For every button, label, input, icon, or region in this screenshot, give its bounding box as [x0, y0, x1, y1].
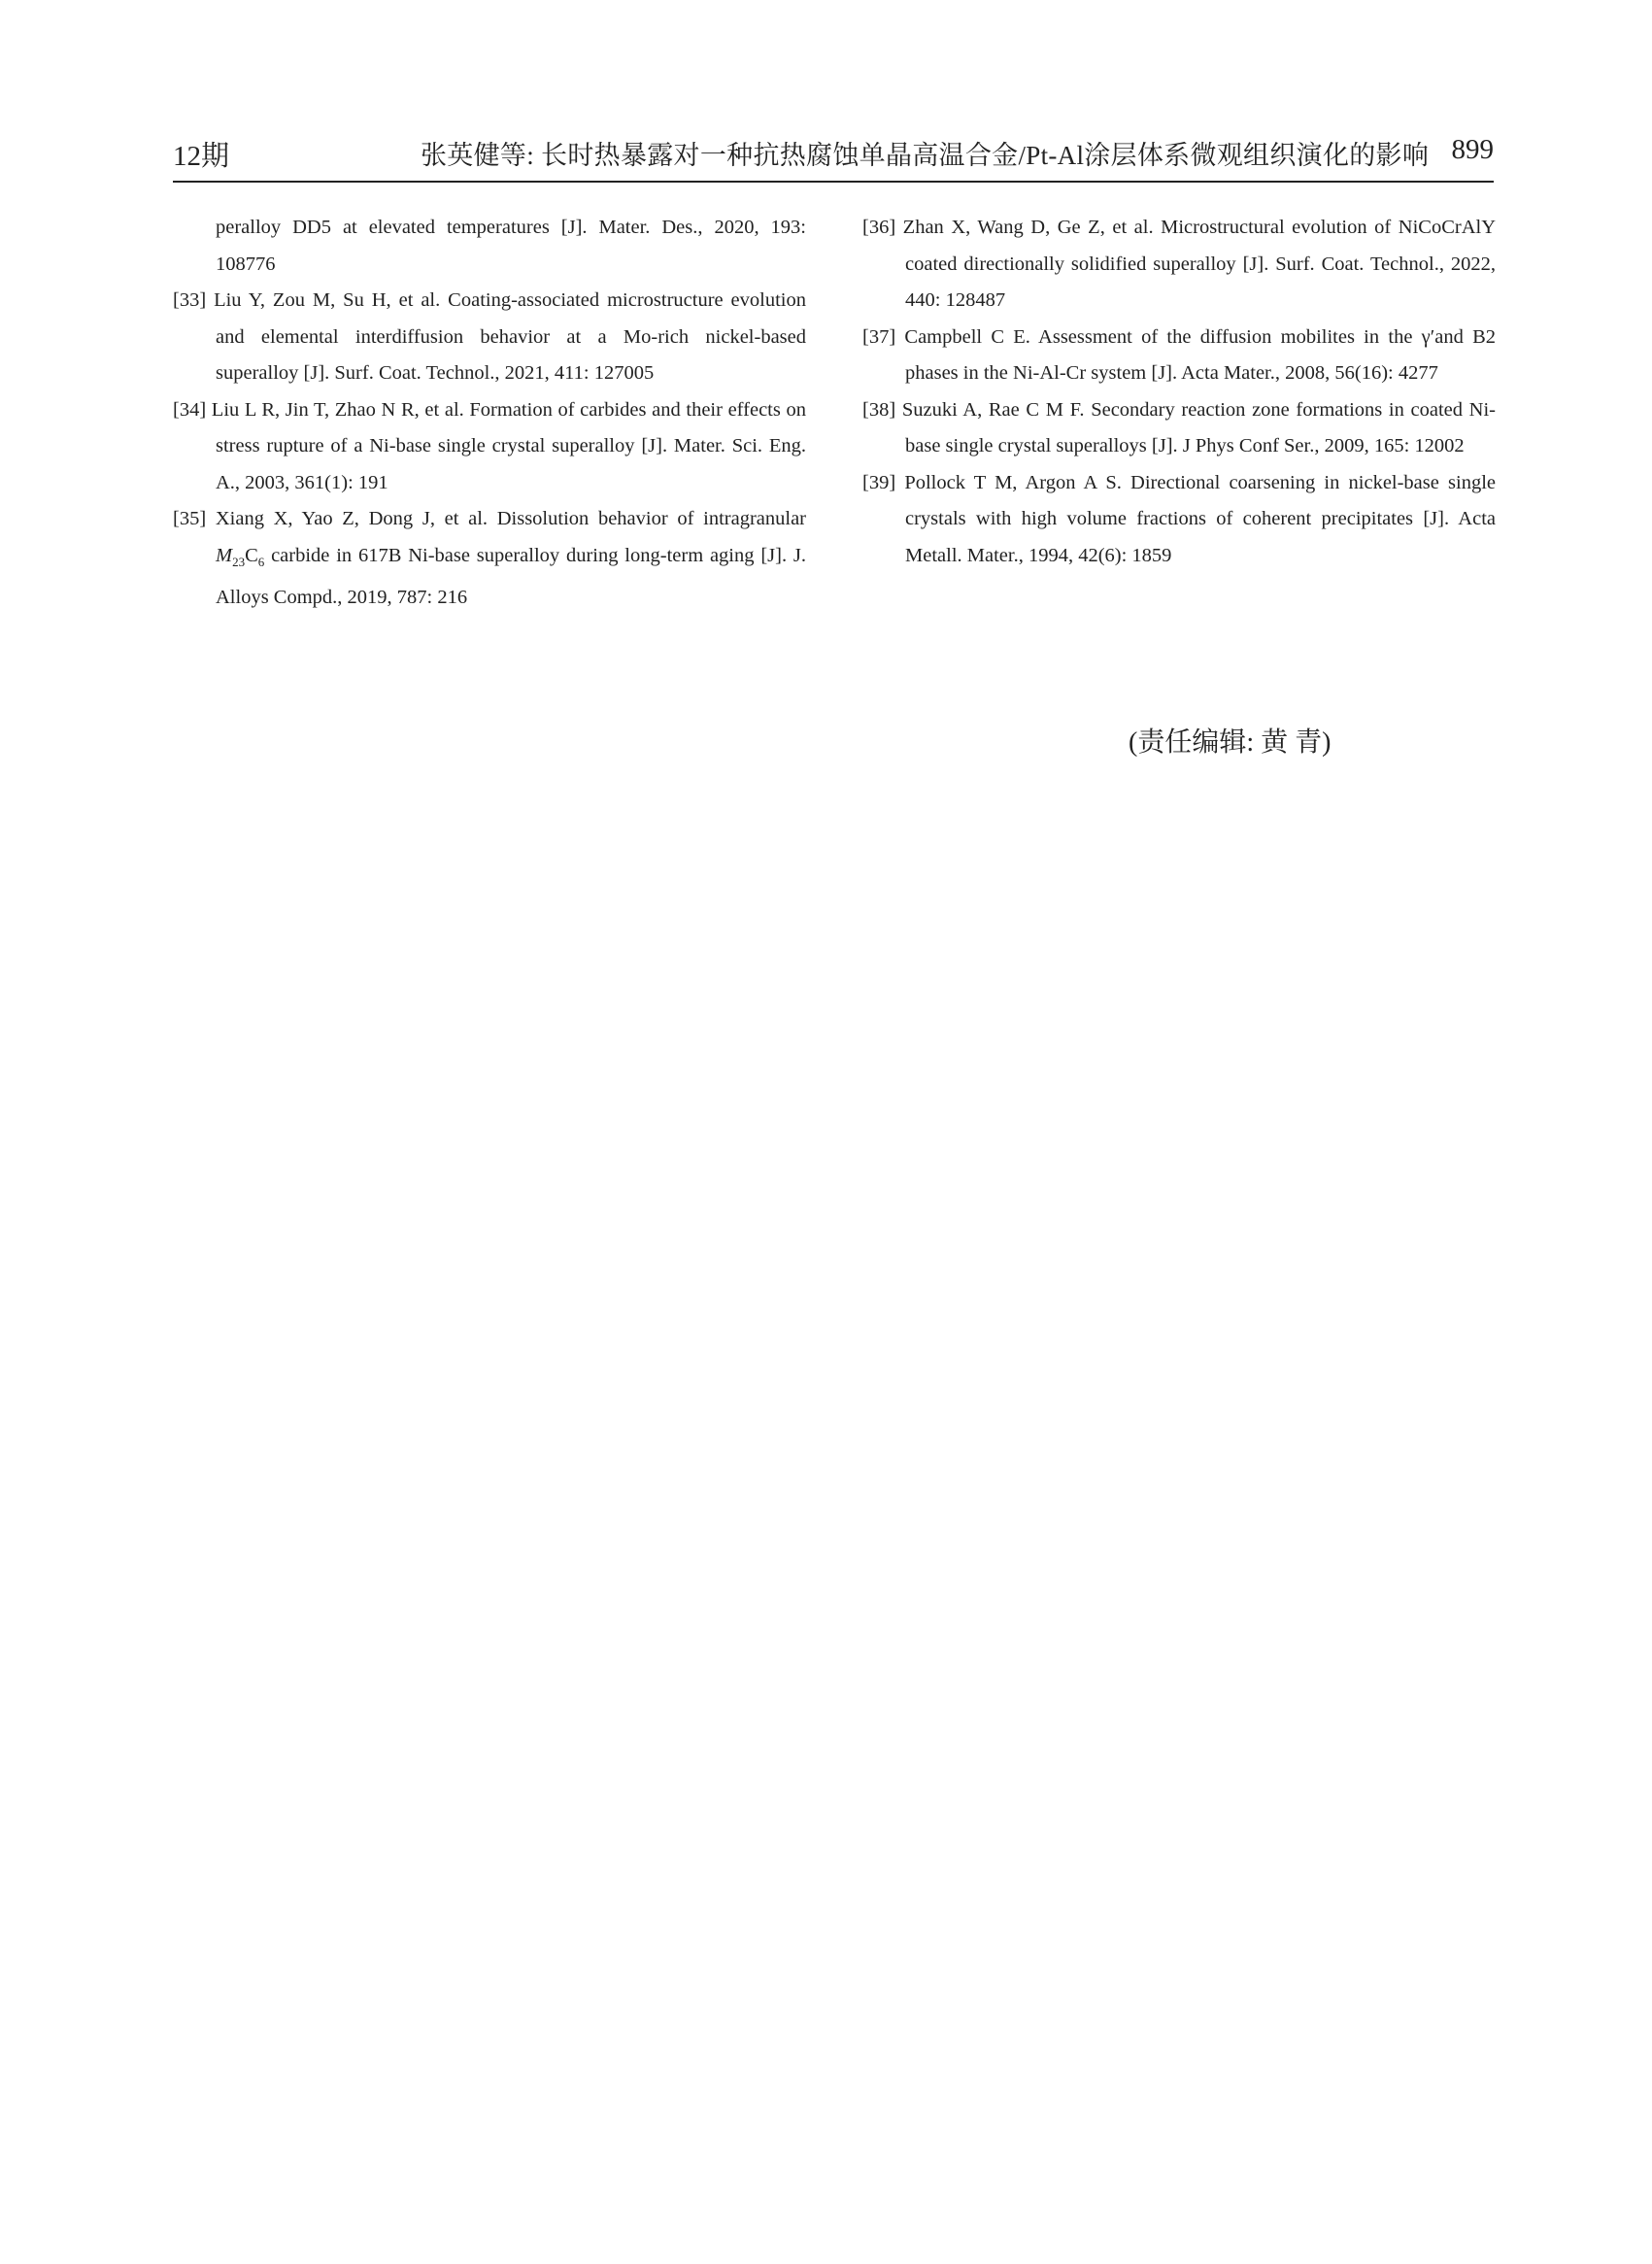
- reference-38: [38] Suzuki A, Rae C M F. Secondary reaction zone formations in coated Ni-base single crystal superalloys [J]. J Phys Conf Ser., 2009, 165: 12002: [862, 398, 1496, 456]
- reference-35-text-a: [35] Xiang X, Yao Z, Dong J, et al. Dissolution behavior of intragranular: [173, 508, 806, 529]
- reference-35-text-b: carbide in 617B Ni-base superalloy during long-term aging [J]. J. Alloys Compd., 2019, 787: 216: [216, 544, 806, 609]
- running-title: 张英健等: 长时热暴露对一种抗热腐蚀单晶高温合金/Pt-Al涂层体系微观组织演化的影响: [421, 141, 1430, 170]
- reference-continuation: peralloy DD5 at elevated temperatures [J]. Mater. Des., 2020, 193: 108776: [216, 217, 806, 275]
- header-rule: [173, 181, 1494, 183]
- page-number: 899: [1451, 134, 1494, 165]
- references-left-column: [173, 210, 806, 617]
- reference-37: [37] Campbell C E. Assessment of the diffusion mobilites in the γ′and B2 phases in the Ni-Al-Cr system [J]. Acta Mater., 2008, 56(16): 4277: [862, 325, 1496, 384]
- reference-33: [33] Liu Y, Zou M, Su H, et al. Coating-associated microstructure evolution and elemental interdiffusion behavior at a Mo-rich nickel-based superalloy [J]. Surf. Coat. Technol., 2021, 411: 127005: [173, 289, 806, 384]
- formula-sub-23: 23: [232, 554, 246, 569]
- issue-label: 12期: [173, 141, 230, 172]
- reference-35: [173, 501, 806, 617]
- formula-m: M: [216, 544, 233, 566]
- formula-sub-6: 6: [257, 554, 265, 569]
- reference-39: [39] Pollock T M, Argon A S. Directional coarsening in nickel-base single crystals with high volume fractions of coherent precipitates [J]. Acta Metall. Mater., 1994, 42(6): 1859: [862, 471, 1496, 566]
- editor-note: (责任编辑: 黄 青): [1129, 727, 1332, 758]
- reference-34: [34] Liu L R, Jin T, Zhao N R, et al. Formation of carbides and their effects on stress rupture of a Ni-base single crystal superalloy [J]. Mater. Sci. Eng. A., 2003, 361(1): 191: [173, 398, 806, 493]
- reference-36: [36] Zhan X, Wang D, Ge Z, et al. Microstructural evolution of NiCoCrAlY coated directionally solidified superalloy [J]. Surf. Coat. Technol., 2022, 440: 128487: [862, 217, 1496, 311]
- references-right-column: [862, 210, 1496, 574]
- formula-c: C: [245, 544, 258, 566]
- running-header: [173, 134, 1494, 183]
